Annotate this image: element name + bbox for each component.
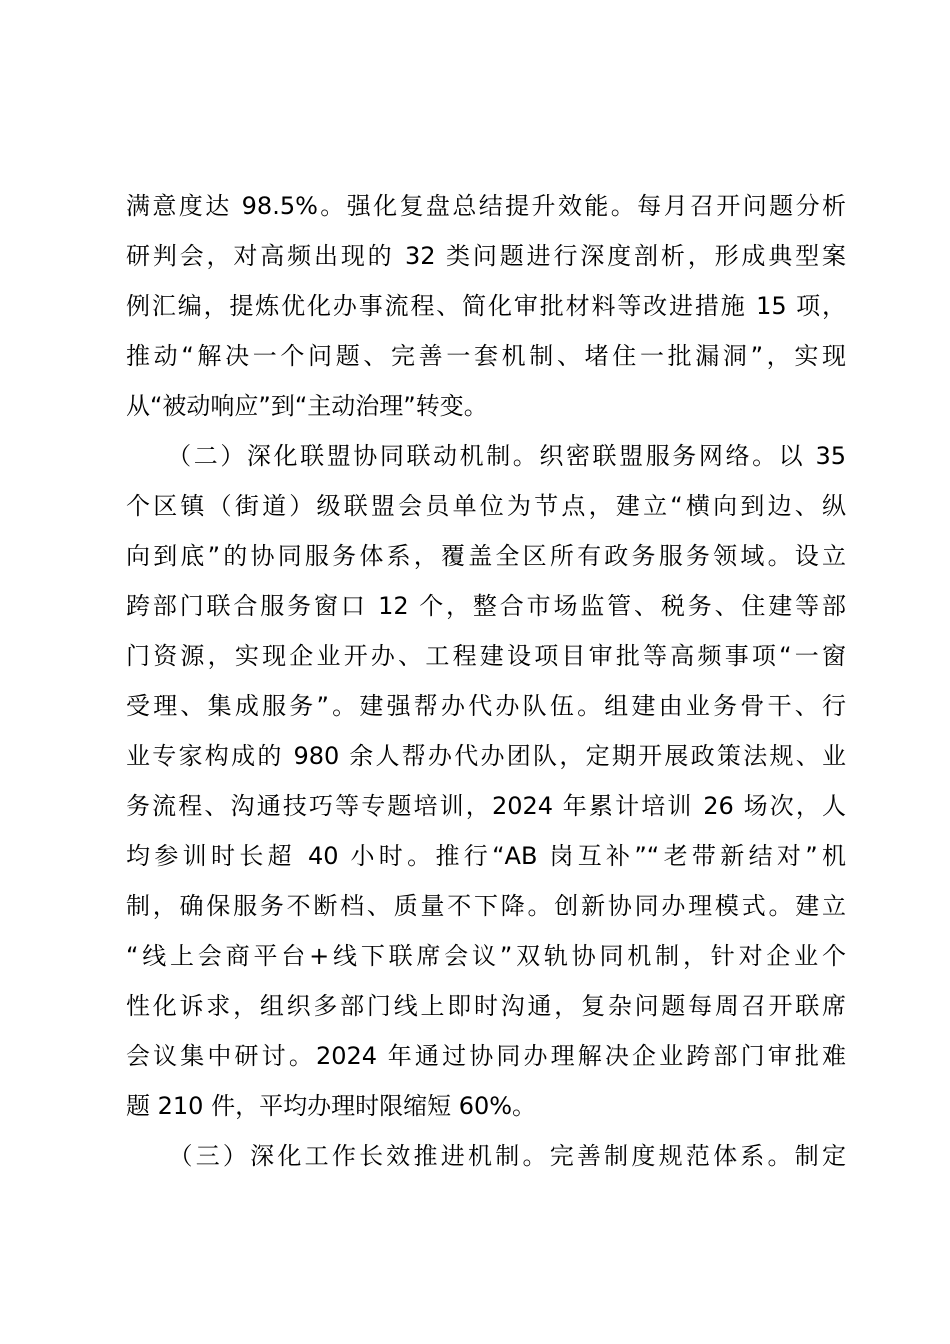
text-line: 均参训时长超 40 小时。推行“AB 岗互补”“老带新结对”机 — [126, 842, 846, 870]
text-line: “线上会商平台+线下联席会议”双轨协同机制，针对企业个 — [126, 942, 846, 970]
text-line: 题 210 件，平均办理时限缩短 60%。 — [126, 1092, 537, 1120]
text-line: 制，确保服务不断档、质量不下降。创新协同办理模式。建立 — [126, 892, 846, 920]
text-line: （三）深化工作长效推进机制。完善制度规范体系。制定 — [126, 1142, 846, 1170]
text-line: 会议集中研讨。2024 年通过协同办理解决企业跨部门审批难 — [126, 1042, 846, 1070]
text-line: 业专家构成的 980 余人帮办代办团队，定期开展政策法规、业 — [126, 742, 846, 770]
text-line: 推动“解决一个问题、完善一套机制、堵住一批漏洞”，实现 — [126, 342, 846, 370]
text-line: 满意度达 98.5%。强化复盘总结提升效能。每月召开问题分析 — [126, 192, 846, 220]
text-line: 跨部门联合服务窗口 12 个，整合市场监管、税务、住建等部 — [126, 592, 846, 620]
text-line: 向到底”的协同服务体系，覆盖全区所有政务服务领域。设立 — [126, 542, 846, 570]
text-line: 从“被动响应”到“主动治理”转变。 — [126, 392, 488, 420]
text-line: 性化诉求，组织多部门线上即时沟通，复杂问题每周召开联席 — [126, 992, 846, 1020]
text-line: 例汇编，提炼优化办事流程、简化审批材料等改进措施 15 项， — [126, 292, 846, 320]
text-line: 门资源，实现企业开办、工程建设项目审批等高频事项“一窗 — [126, 642, 846, 670]
text-line: （二）深化联盟协同联动机制。织密联盟服务网络。以 35 — [126, 442, 846, 470]
text-line: 受理、集成服务”。建强帮办代办队伍。组建由业务骨干、行 — [126, 692, 846, 720]
text-line: 研判会，对高频出现的 32 类问题进行深度剖析，形成典型案 — [126, 242, 846, 270]
text-line: 个区镇（街道）级联盟会员单位为节点，建立“横向到边、纵 — [126, 492, 846, 520]
body-text — [126, 181, 846, 1181]
text-line: 务流程、沟通技巧等专题培训，2024 年累计培训 26 场次，人 — [126, 792, 846, 820]
